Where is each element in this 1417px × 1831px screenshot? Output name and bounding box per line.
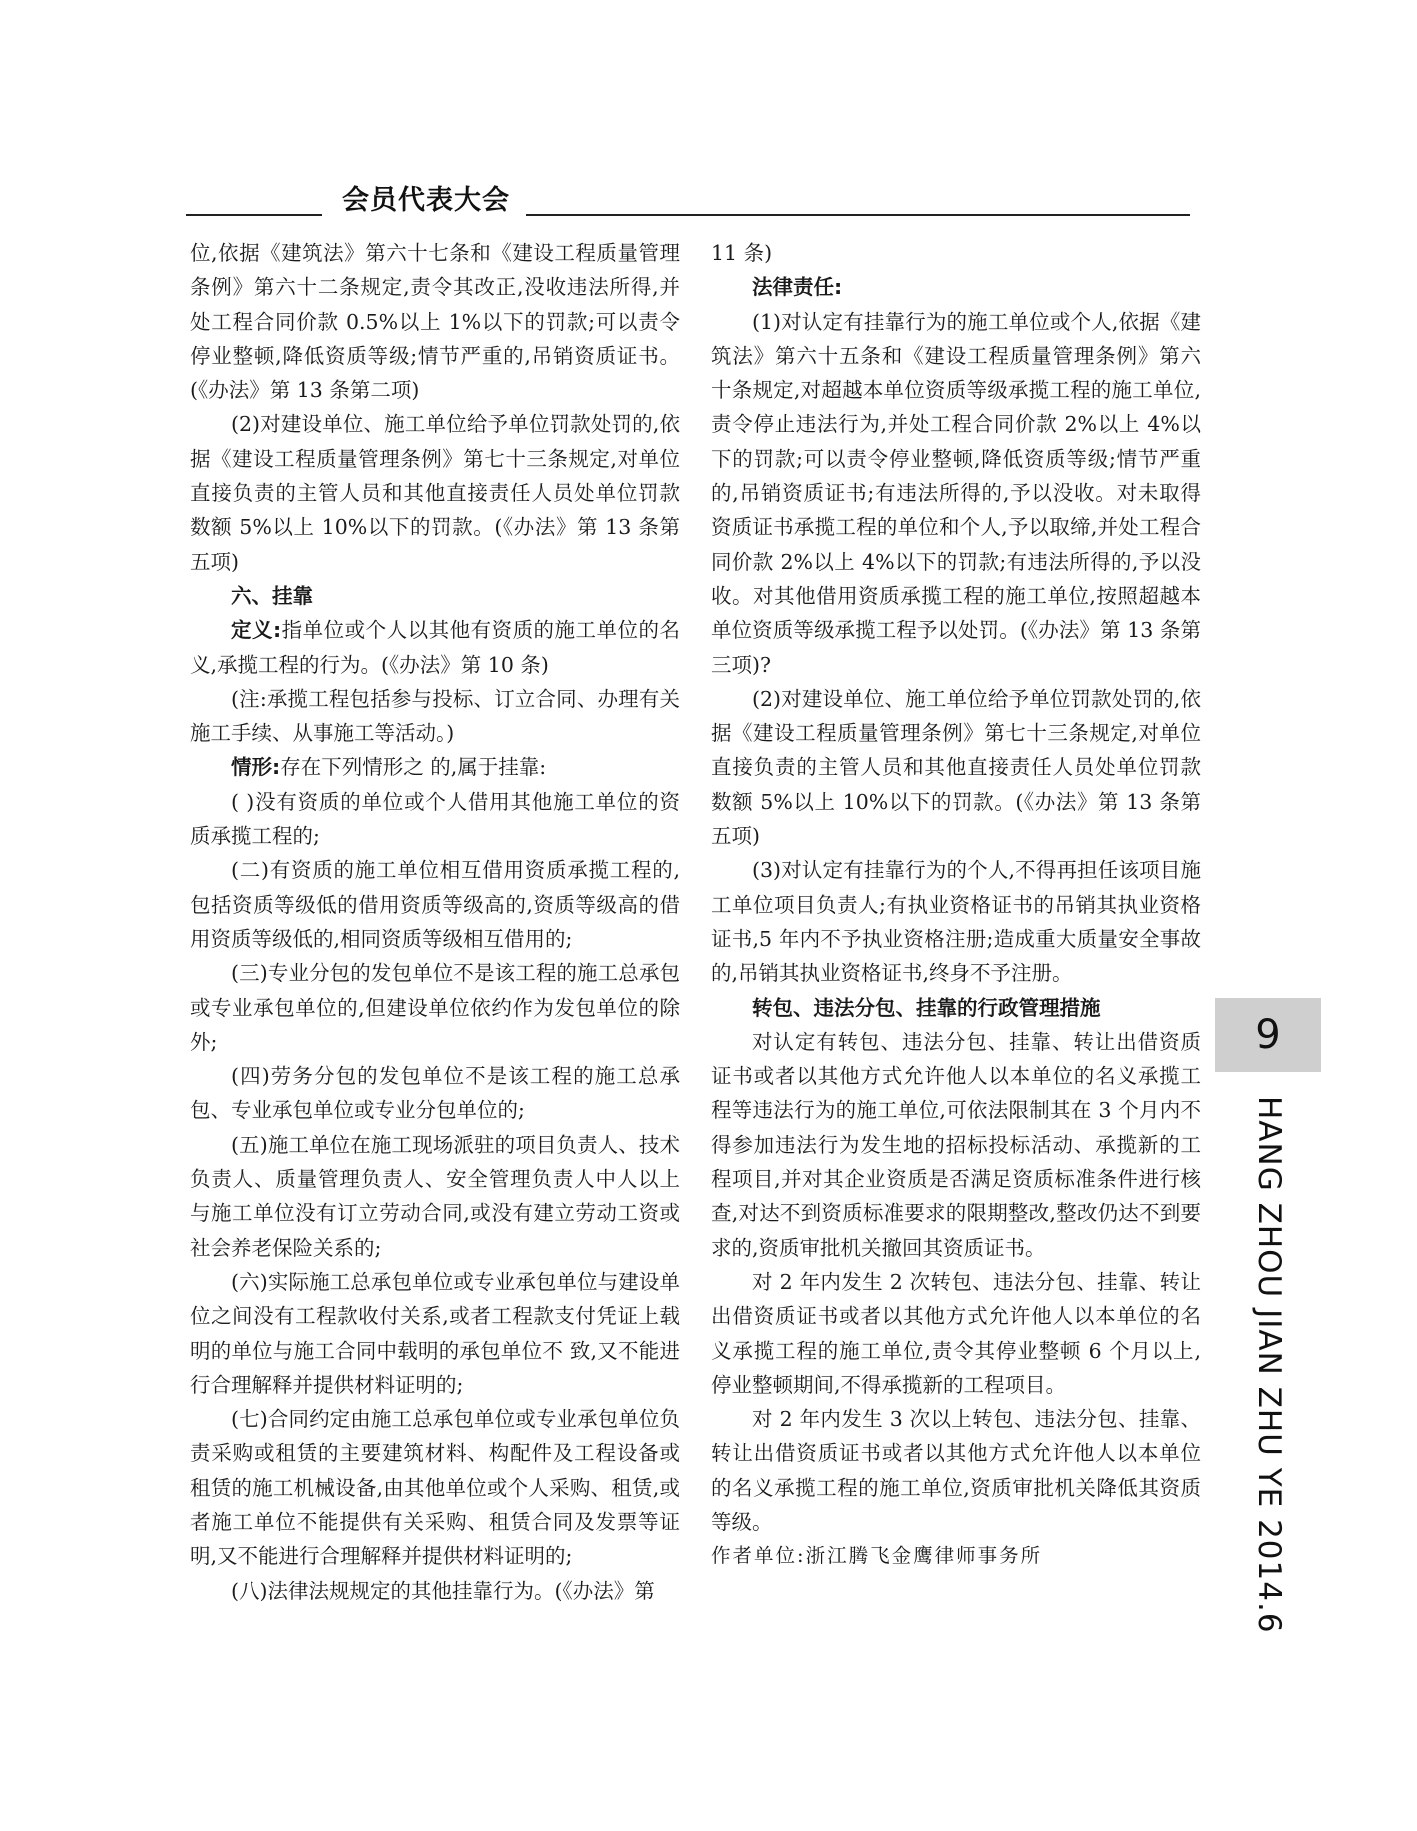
term-label: 情形: — [231, 755, 281, 780]
paragraph: (2)对建设单位、施工单位给予单位罚款处罚的,依据《建设工程质量管理条例》第七十三条规定,对单位直接负责的主管人员和其他直接责任人员处单位罚款数额 5%以上 10%以下的罚款。(《办法》第 13 条第五项) — [711, 686, 1201, 849]
paragraph: (注:承揽工程包括参与投标、订立合同、办理有关施工手续、从事施工等活动。) — [190, 686, 680, 746]
section-heading: 法律责任: — [752, 275, 843, 300]
list-item: (八)法律法规规定的其他挂靠行为。(《办法》第 — [231, 1578, 655, 1603]
list-item: (四)劳务分包的发包单位不是该工程的施工总承包、专业承包单位或专业分包单位的; — [190, 1064, 680, 1123]
paragraph — [190, 750, 680, 784]
term-text: 存在下列情形之 的,属于挂靠: — [280, 755, 547, 780]
term-label: 定义: — [231, 618, 282, 643]
paragraph: (2)对建设单位、施工单位给予单位罚款处罚的,依据《建设工程质量管理条例》第七十三条规定,对单位直接负责的主管人员和其他直接责任人员处单位罚款数额 5%以上 10%以下的罚款。(《办法》第 13 条第五项) — [190, 412, 680, 574]
term-text: 指单位或个人以其他有资质的施工单位的名义,承揽工程的行为。(《办法》第 10 条) — [190, 618, 681, 677]
list-item: (五)施工单位在施工现场派驻的项目负责人、技术负责人、质量管理负责人、安全管理负责人中人以上与施工单位没有订立劳动合同,或没有建立劳动工资或社会养老保险关系的; — [190, 1132, 680, 1260]
section-title: 会员代表大会 — [342, 185, 510, 216]
list-item: ( )没有资质的单位或个人借用其他施工单位的资质承揽工程的; — [190, 789, 680, 849]
list-item: (六)实际施工总承包单位或专业承包单位与建设单位之间没有工程款收付关系,或者工程款支付凭证上载明的单位与施工合同中载明的承包单位不 致,又不能进行合理解释并提供材料证明的; — [190, 1269, 680, 1397]
left-column — [190, 236, 680, 1608]
header-rule-left — [186, 214, 322, 216]
paragraph: 11 条) — [711, 241, 773, 265]
paragraph: 对 2 年内发生 2 次转包、违法分包、挂靠、转让出借资质证书或者以其他方式允许他人以本单位的名义承揽工程的施工单位,责令其停业整顿 6 个月以上,停业整顿期间,不得承揽新的工程项目。 — [711, 1269, 1201, 1397]
paragraph: (1)对认定有挂靠行为的施工单位或个人,依据《建筑法》第六十五条和《建设工程质量管理条例》第六十条规定,对超越本单位资质等级承揽工程的施工单位,责令停止违法行为,并处工程合同价款 2%以上 4%以下的罚款;可以责令停业整顿,降低资质等级;情节严重的,吊销资质证书;有违法所得的,予以没收。对未取得资质证书承揽工程的单位和个人,予以取缔,并处工程合同价款 2%以上 4%以下的罚款;有违法所得的,予以没收。对其他借用资质承揽工程的施工单位,按照超越本单位资质等级承揽工程予以处罚。(《办法》第 13 条第三项)? — [711, 309, 1201, 677]
header-rule-right — [526, 214, 1190, 216]
list-item: (三)专业分包的发包单位不是该工程的施工总承包或专业承包单位的,但建设单位依约作为发包单位的除外; — [190, 961, 680, 1054]
paragraph: 位,依据《建筑法》第六十七条和《建设工程质量管理条例》第六十二条规定,责令其改正,没收违法所得,并处工程合同价款 0.5%以上 1%以下的罚款;可以责令停业整顿,降低资质等级;情节严重的,吊销资质证书。(《办法》第 13 条第二项) — [190, 241, 680, 403]
page-number: 9 — [1215, 998, 1321, 1072]
list-item: (二)有资质的施工单位相互借用资质承揽工程的,包括资质等级低的借用资质等级高的,资质等级高的借用资质等级低的,相同资质等级相互借用的; — [190, 858, 680, 951]
journal-issue: HANG ZHOU JIAN ZHU YE 2014.6 — [1251, 1096, 1287, 1634]
right-column — [711, 236, 1201, 1574]
list-item: (七)合同约定由施工总承包单位或专业承包单位负责采购或租赁的主要建筑材料、构配件及工程设备或租赁的施工机械设备,由其他单位或个人采购、租赁,或者施工单位不能提供有关采购、租赁合同及发票等证明,又不能进行合理解释并提供材料证明的; — [190, 1407, 680, 1569]
paragraph — [190, 613, 680, 682]
section-heading: 六、挂靠 — [231, 583, 313, 608]
paragraph: 对 2 年内发生 3 次以上转包、违法分包、挂靠、转让出借资质证书或者以其他方式允许他人以本单位的名义承揽工程的施工单位,资质审批机关降低其资质等级。 — [711, 1407, 1201, 1534]
page-header — [186, 178, 1190, 218]
section-heading: 转包、违法分包、挂靠的行政管理措施 — [752, 995, 1101, 1020]
paragraph: (3)对认定有挂靠行为的个人,不得再担任该项目施工单位项目负责人;有执业资格证书的吊销其执业资格证书,5 年内不予执业资格注册;造成重大质量安全事故的,吊销其执业资格证书,终身不予注册。 — [711, 858, 1201, 986]
author-affiliation: 作者单位:浙江腾飞金鹰律师事务所 — [711, 1544, 1043, 1568]
paragraph: 对认定有转包、违法分包、挂靠、转让出借资质证书或者以其他方式允许他人以本单位的名义承揽工程等违法行为的施工单位,可依法限制其在 3 个月内不得参加违法行为发生地的招标投标活动、承揽新的工程项目,并对其企业资质是否满足资质标准条件进行核查,对达不到资质标准要求的限期整改,整改仍达不到要求的,资质审批机关撤回其资质证书。 — [711, 1029, 1201, 1260]
